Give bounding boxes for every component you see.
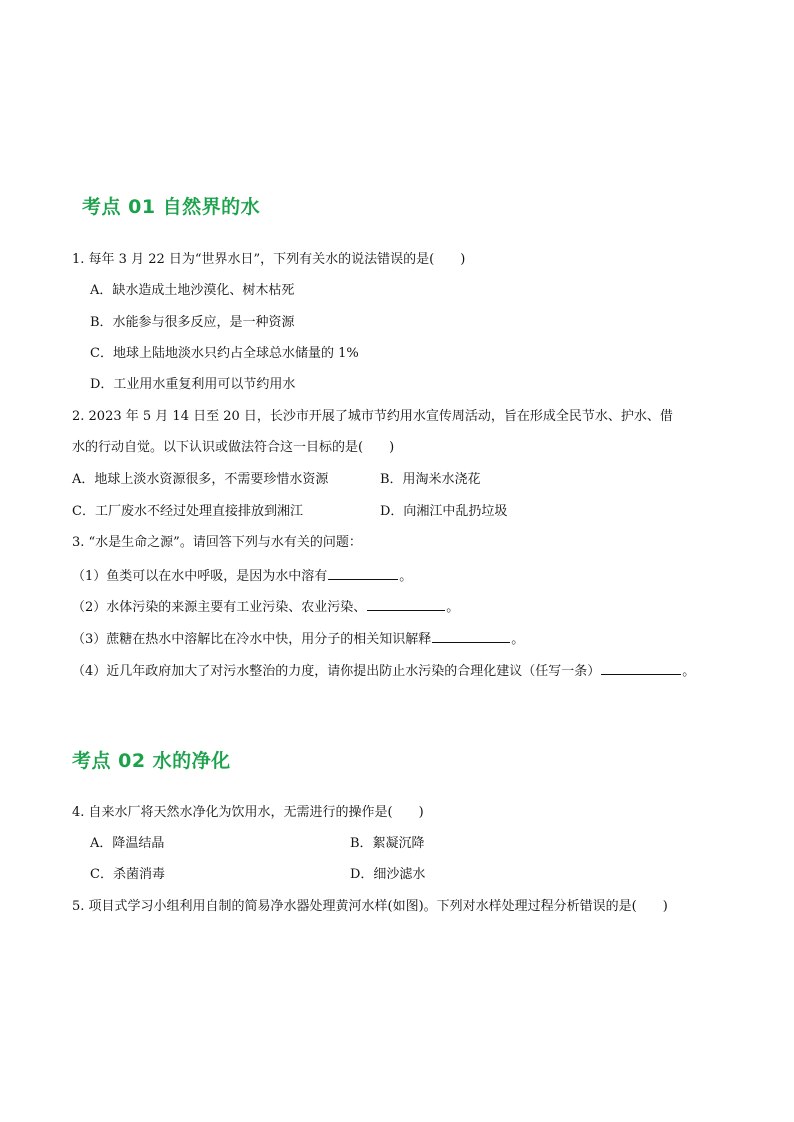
question-3-sub-2-text: （2）水体污染的来源主要有工业污染、农业污染、 <box>72 600 367 615</box>
question-4-option-d: D．细沙滤水 <box>350 867 426 882</box>
question-1-option-b: B．水能参与很多反应，是一种资源 <box>90 315 295 330</box>
end-mark: 。 <box>511 632 525 647</box>
question-1-option-a: A．缺水造成土地沙漠化、树木枯死 <box>90 283 295 298</box>
question-3-sub-3-text: （3）蔗糖在热水中溶解比在冷水中快，用分子的相关知识解释 <box>72 632 432 647</box>
question-3-sub-4 <box>72 662 695 680</box>
answer-blank[interactable] <box>432 630 510 643</box>
answer-blank[interactable] <box>328 567 398 580</box>
question-3-sub-3 <box>72 630 524 648</box>
question-3-stem: 3. “水是生命之源”。请回答下列与水有关的问题： <box>72 535 362 550</box>
question-5-stem: 5. 项目式学习小组利用自制的简易净水器处理黄河水样(如图)。下列对水样处理过程分析错误的是( ) <box>72 899 668 914</box>
end-mark: 。 <box>399 569 413 584</box>
question-3-sub-2 <box>72 598 459 616</box>
question-2-option-d: D．向湘江中乱扔垃圾 <box>380 504 508 519</box>
end-mark: 。 <box>682 664 696 679</box>
question-4-option-a: A．降温结晶 <box>90 836 165 851</box>
question-1-option-c: C．地球上陆地淡水只约占全球总水储量的 1% <box>90 346 359 361</box>
question-2-option-a: A．地球上淡水资源很多，不需要珍惜水资源 <box>72 472 329 487</box>
question-4-stem: 4. 自来水厂将天然水净化为饮用水，无需进行的操作是( ) <box>72 805 424 820</box>
question-4-option-b: B．絮凝沉降 <box>350 836 425 851</box>
question-1-option-d: D．工业用水重复利用可以节约用水 <box>90 377 296 392</box>
question-2-stem-line-2: 水的行动自觉。以下认识或做法符合这一目标的是( ) <box>72 440 395 455</box>
question-3-sub-1 <box>72 567 412 585</box>
section-title-1: 考点 01 自然界的水 <box>82 196 261 218</box>
question-2-stem-line-1: 2. 2023 年 5 月 14 日至 20 日，长沙市开展了城市节约用水宣传周活动，旨在形成全民节水、护水、借 <box>72 409 673 424</box>
section-title-2: 考点 02 水的净化 <box>72 750 231 772</box>
end-mark: 。 <box>446 600 460 615</box>
question-2-option-b: B．用淘米水浇花 <box>380 472 481 487</box>
question-4-option-c: C．杀菌消毒 <box>90 867 165 882</box>
question-2-option-c: C．工厂废水不经过处理直接排放到湘江 <box>72 504 303 519</box>
answer-blank[interactable] <box>601 662 681 675</box>
question-1-stem: 1. 每年 3 月 22 日为“世界水日”，下列有关水的说法错误的是( ) <box>72 252 466 267</box>
question-3-sub-4-text: （4）近几年政府加大了对污水整治的力度，请你提出防止水污染的合理化建议（任写一条） <box>72 664 601 679</box>
question-3-sub-1-text: （1）鱼类可以在水中呼吸，是因为水中溶有 <box>72 569 328 584</box>
answer-blank[interactable] <box>367 598 445 611</box>
